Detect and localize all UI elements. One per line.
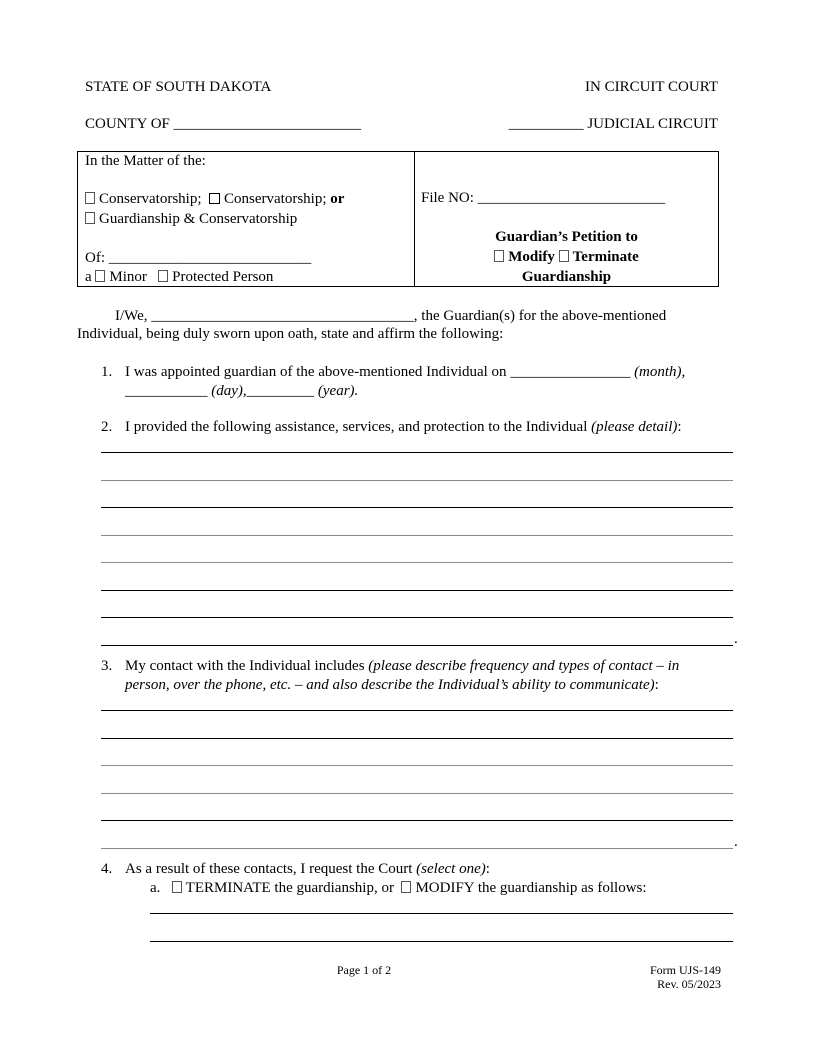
contact-line-2[interactable] [101,738,733,739]
of-line [85,250,311,267]
item-4a-line [150,880,647,897]
intro-line-1 [115,308,666,325]
item-1-line-1 [125,364,685,381]
terminate-guardianship-checkbox[interactable] [172,881,182,893]
protected-person-label: Protected Person [172,269,274,285]
circuit-line [509,116,718,133]
terminate-checkbox[interactable] [559,250,569,262]
assistance-line-6[interactable] [101,590,733,591]
appointment-year-field[interactable]: _________ [246,383,315,399]
modify-line-1[interactable] [150,913,733,914]
a-label: a [85,269,92,285]
item-3-line-1 [125,658,679,675]
assistance-line-5[interactable] [101,562,733,563]
assistance-line-1[interactable] [101,452,733,453]
assistance-line-8[interactable] [101,645,733,646]
terminate-guardianship-label: TERMINATE the guardianship, or [185,880,394,896]
item-3-hint-2: person, over the phone, etc. – and also describe the Individual’s ability to communicate) [125,677,655,693]
item-1-text: I was appointed guardian of the above-mentioned Individual on [125,364,507,380]
item-3-text: My contact with the Individual includes [125,658,365,674]
case-type-line-1 [85,191,344,208]
modify-guardianship-label: MODIFY the guardianship as follows: [415,880,647,896]
county-label: COUNTY OF [85,116,170,132]
county-line [85,116,361,133]
court-heading: IN CIRCUIT COURT [585,79,718,95]
file-number-label: File NO: [421,190,474,206]
item-4a-label: a. [150,880,161,896]
modify-guardianship-checkbox[interactable] [401,881,411,893]
of-name-field[interactable]: ___________________________ [108,250,312,266]
conservatorship-checkbox-1[interactable] [85,192,95,204]
contact-line-5[interactable] [101,820,733,821]
item-2-colon: : [677,419,682,435]
assistance-line-7[interactable] [101,617,733,618]
appointment-day-field[interactable]: ___________ [125,383,208,399]
guardianship-conservatorship-label: Guardianship & Conservatorship [99,211,298,227]
item-3-hint-1: (please describe frequency and types of contact – in [368,658,680,674]
conservatorship-label-2: Conservatorship; [224,191,327,207]
guardianship-conservatorship-checkbox[interactable] [85,212,95,224]
item-4-text: As a result of these contacts, I request the Court [125,861,413,877]
circuit-label: JUDICIAL CIRCUIT [587,116,718,132]
item-2-hint: (please detail) [591,419,678,435]
minor-label: Minor [109,269,147,285]
form-number: Form UJS-149 [649,963,721,977]
contact-line-1[interactable] [101,710,733,711]
item-1-line-2 [125,383,358,400]
item-1-number: 1. [101,364,113,380]
conservatorship-label-1: Conservatorship; [99,191,202,207]
intro-line-1-end: , the Guardian(s) for the above-mentioned [413,308,667,324]
item-4-number: 4. [101,861,113,877]
assistance-line-2[interactable] [101,480,733,481]
item-4-line [125,861,490,878]
petition-title-line-3: Guardianship [521,269,612,285]
petition-title [414,227,719,287]
contact-line-3[interactable] [101,765,733,766]
state-heading: STATE OF SOUTH DAKOTA [85,79,272,95]
month-hint: (month), [634,364,686,380]
petition-title-line-1: Guardian’s Petition to [495,229,638,245]
conservatorship-checkbox-2[interactable] [209,193,220,204]
file-number-line [421,190,665,207]
county-field[interactable]: _________________________ [173,116,362,132]
item-3-line-2 [125,677,659,694]
case-type-line-2 [85,211,297,228]
page-number: Page 1 of 2 [336,963,392,977]
item-3-number: 3. [101,658,113,674]
item-3-colon: : [654,677,659,693]
or-label: or [330,191,345,207]
assistance-line-4[interactable] [101,535,733,536]
item-2-line [125,419,682,436]
petition-title-line-2 [414,247,719,267]
form-revision: Rev. 05/2023 [657,977,721,991]
item-2-text: I provided the following assistance, services, and protection to the Individual [125,419,588,435]
intro-we-label: I/We, [115,308,148,324]
of-label: Of: [85,250,105,266]
modify-checkbox[interactable] [494,250,504,262]
file-number-field[interactable]: _________________________ [477,190,666,206]
item-4-colon: : [485,861,490,877]
appointment-month-field[interactable]: ________________ [510,364,631,380]
minor-checkbox[interactable] [95,270,105,282]
circuit-field[interactable]: __________ [508,116,584,132]
item-2-number: 2. [101,419,113,435]
protected-person-checkbox[interactable] [158,270,168,282]
contact-line-6[interactable] [101,848,733,849]
intro-line-2: Individual, being duly sworn upon oath, state and affirm the following: [77,326,504,342]
modify-line-2[interactable] [150,941,733,942]
assistance-line-3[interactable] [101,507,733,508]
day-hint: (day), [211,383,247,399]
item-2-end-period: . [734,631,738,647]
item-3-end-period: . [734,834,738,850]
matter-label: In the Matter of the: [85,153,206,169]
guardian-name-field[interactable]: ___________________________________ [151,308,414,324]
modify-label: Modify [508,249,555,265]
item-4-hint: (select one) [416,861,486,877]
person-type-line [85,269,273,286]
year-hint: (year). [317,383,359,399]
contact-line-4[interactable] [101,793,733,794]
terminate-label: Terminate [572,249,639,265]
